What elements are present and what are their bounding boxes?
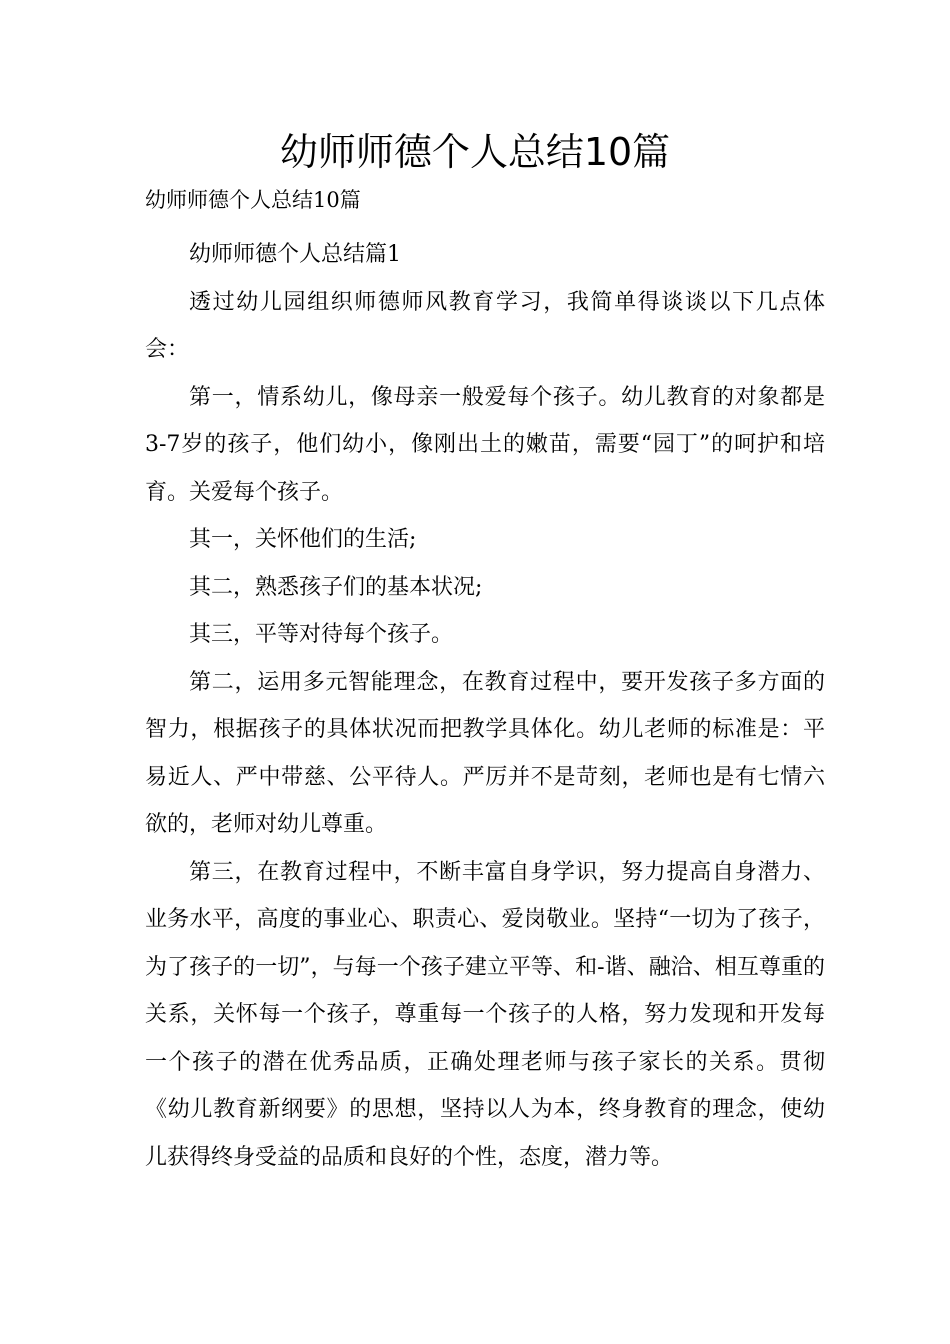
section-heading: 幼师师德个人总结篇1 — [189, 242, 401, 267]
paragraph: 其三，平等对待每个孩子。 — [189, 622, 454, 647]
document-title: 幼师师德个人总结10篇 — [279, 130, 671, 174]
paragraph: 其二，熟悉孩子们的基本状况; — [189, 574, 483, 600]
paragraph: 第一，情系幼儿，像母亲一般爱每个孩子。幼儿教育的对象都是3-7岁的孩子，他们幼小，像刚出土的嫩苗，需要“园丁”的呵护和培育。关爱每个孩子。 — [145, 384, 825, 505]
paragraph: 其一，关怀他们的生活; — [189, 527, 417, 552]
paragraph: 第三，在教育过程中，不断丰富自身学识，努力提高自身潜力、业务水平，高度的事业心、职责心、爱岗敬业。坚持“一切为了孩子，为了孩子的一切”，与每一个孩子建立平等、和-谐、融洽、相互尊重的关系，关怀每一个孩子，尊重每一个孩子的人格，努力发现和开发每一个孩子的潜在优秀品质，正确处理老师与孩子家长的关系。贯彻《幼儿教育新纲要》的思想，坚持以人为本，终身教育的理念，使幼儿获得终身受益的品质和良好的个性，态度，潜力等。 — [145, 859, 825, 1170]
document-subtitle: 幼师师德个人总结10篇 — [145, 188, 361, 212]
paragraph: 第二，运用多元智能理念，在教育过程中，要开发孩子多方面的智力，根据孩子的具体状况而把教学具体化。幼儿老师的标准是：平易近人、严中带慈、公平待人。严厉并不是苛刻，老师也是有七情六欲的，老师对幼儿尊重。 — [145, 669, 825, 837]
paragraph: 透过幼儿园组织师德师风教育学习，我简单得谈谈以下几点体会： — [145, 289, 825, 362]
document-body — [145, 231, 825, 1181]
